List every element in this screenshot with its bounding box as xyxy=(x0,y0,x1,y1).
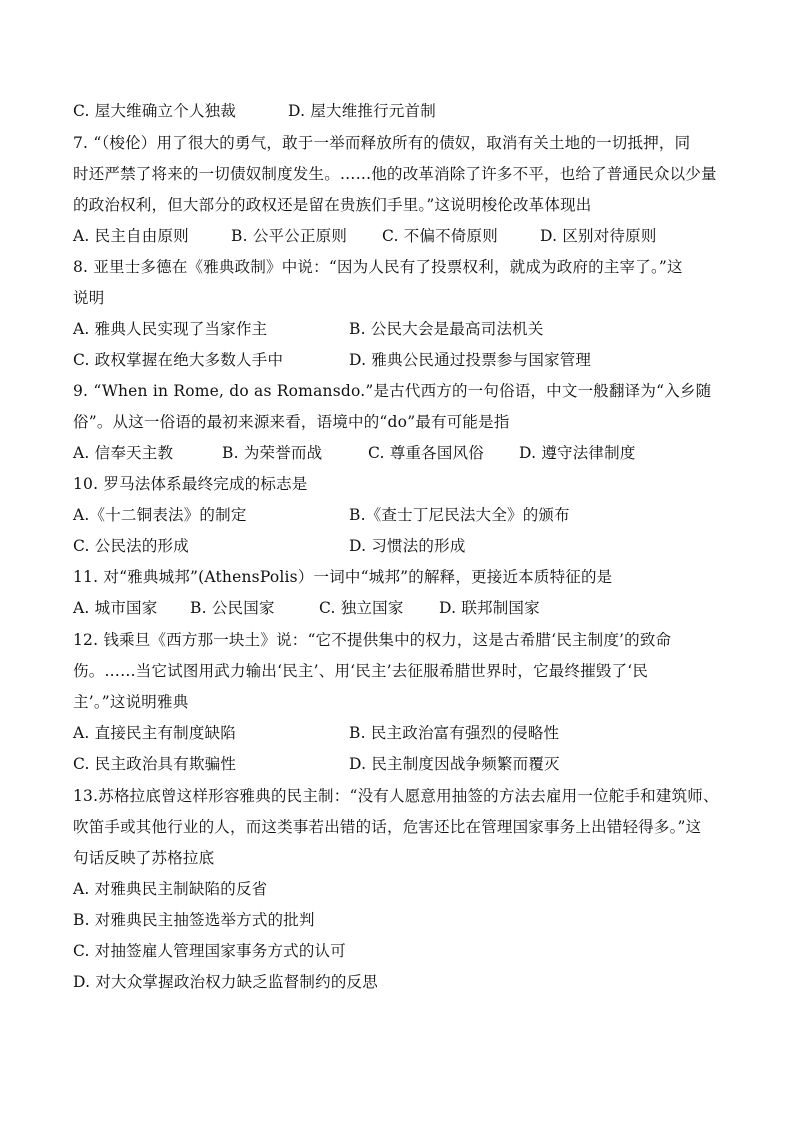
answer-option: D. 区别对待原则 xyxy=(540,227,657,245)
text-line: 8. 亚里士多德在《雅典政制》中说：“因为人民有了投票权利，就成为政府的主宰了。”这 xyxy=(73,258,683,276)
answer-option: C. 政权掌握在绝大多数人手中 xyxy=(73,351,284,369)
answer-option: A. 民主自由原则 xyxy=(73,227,189,245)
answer-option: A. 城市国家 xyxy=(73,599,158,617)
answer-option: A. 直接民主有制度缺陷 xyxy=(73,724,236,742)
answer-option: C. 尊重各国风俗 xyxy=(368,444,484,462)
answer-option: A. 信奉天主教 xyxy=(73,444,174,462)
answer-option: D. 民主制度因战争频繁而覆灭 xyxy=(349,755,560,773)
text-line: 10. 罗马法体系最终完成的标志是 xyxy=(73,475,308,493)
answer-option: C. 公民法的形成 xyxy=(73,537,189,555)
answer-option: A.《十二铜表法》的制定 xyxy=(73,506,247,524)
answer-option: A. 雅典人民实现了当家作主 xyxy=(73,320,268,338)
text-line: 主’。”这说明雅典 xyxy=(73,693,189,711)
text-line: 说明 xyxy=(73,289,105,307)
answer-option: B.《查士丁尼民法大全》的颁布 xyxy=(349,506,570,524)
text-line: 时还严禁了将来的一切债奴制度发生。……他的改革消除了许多不平，也给了普通民众以少量 xyxy=(73,165,717,183)
text-line: 12. 钱乘旦《西方那一块土》说：“它不提供集中的权力，这是古希腊‘民主制度’的致命 xyxy=(73,631,672,649)
text-line: B. 对雅典民主抽签选举方式的批判 xyxy=(73,911,315,929)
answer-option: C. 独立国家 xyxy=(319,599,404,617)
text-line: 13.苏格拉底曾这样形容雅典的民主制：“没有人愿意用抽签的方法去雇用一位舵手和建筑师、 xyxy=(73,787,719,805)
answer-option: D. 遵守法律制度 xyxy=(519,444,636,462)
text-line: 的政治权利，但大部分的政权还是留在贵族们手里。”这说明梭伦改革体现出 xyxy=(73,196,592,214)
text-line: 俗”。从这一俗语的最初来源来看，语境中的“do”最有可能是指 xyxy=(73,413,510,431)
text-line: 7. “（梭伦）用了很大的勇气，敢于一举而释放所有的债奴，取消有关土地的一切抵押，同 xyxy=(73,134,691,152)
text-line: 句话反映了苏格拉底 xyxy=(73,849,215,867)
answer-option: B. 为荣誉而战 xyxy=(222,444,323,462)
text-line: 9. “When in Rome, do as Romansdo.”是古代西方的一句俗语，中文一般翻译为“入乡随 xyxy=(73,382,712,400)
text-line: D. 对大众掌握政治权力缺乏监督制约的反思 xyxy=(73,973,378,991)
text-line: A. 对雅典民主制缺陷的反省 xyxy=(73,880,268,898)
answer-option: D. 习惯法的形成 xyxy=(349,537,466,555)
answer-option: C. 屋大维确立个人独裁 xyxy=(73,102,237,120)
answer-option: D. 屋大维推行元首制 xyxy=(288,102,436,120)
answer-option: D. 雅典公民通过投票参与国家管理 xyxy=(349,351,592,369)
text-line: C. 对抽签雇人管理国家事务方式的认可 xyxy=(73,942,346,960)
text-line: 11. 对“雅典城邦”(AthensPolis）一词中“城邦”的解释，更接近本质特征的是 xyxy=(73,568,613,586)
text-line: 伤。……当它试图用武力输出‘民主’、用‘民主’去征服希腊世界时，它最终摧毁了‘民 xyxy=(73,662,649,680)
text-line: 吹笛手或其他行业的人，而这类事若出错的话，危害还比在管理国家事务上出错轻得多。”这 xyxy=(73,818,702,836)
answer-option: D. 联邦制国家 xyxy=(439,599,540,617)
answer-option: C. 民主政治具有欺骗性 xyxy=(73,755,237,773)
answer-option: B. 公平公正原则 xyxy=(231,227,348,245)
answer-option: B. 民主政治富有强烈的侵略性 xyxy=(349,724,560,742)
answer-option: C. 不偏不倚原则 xyxy=(382,227,498,245)
answer-option: B. 公民大会是最高司法机关 xyxy=(349,320,544,338)
answer-option: B. 公民国家 xyxy=(190,599,275,617)
